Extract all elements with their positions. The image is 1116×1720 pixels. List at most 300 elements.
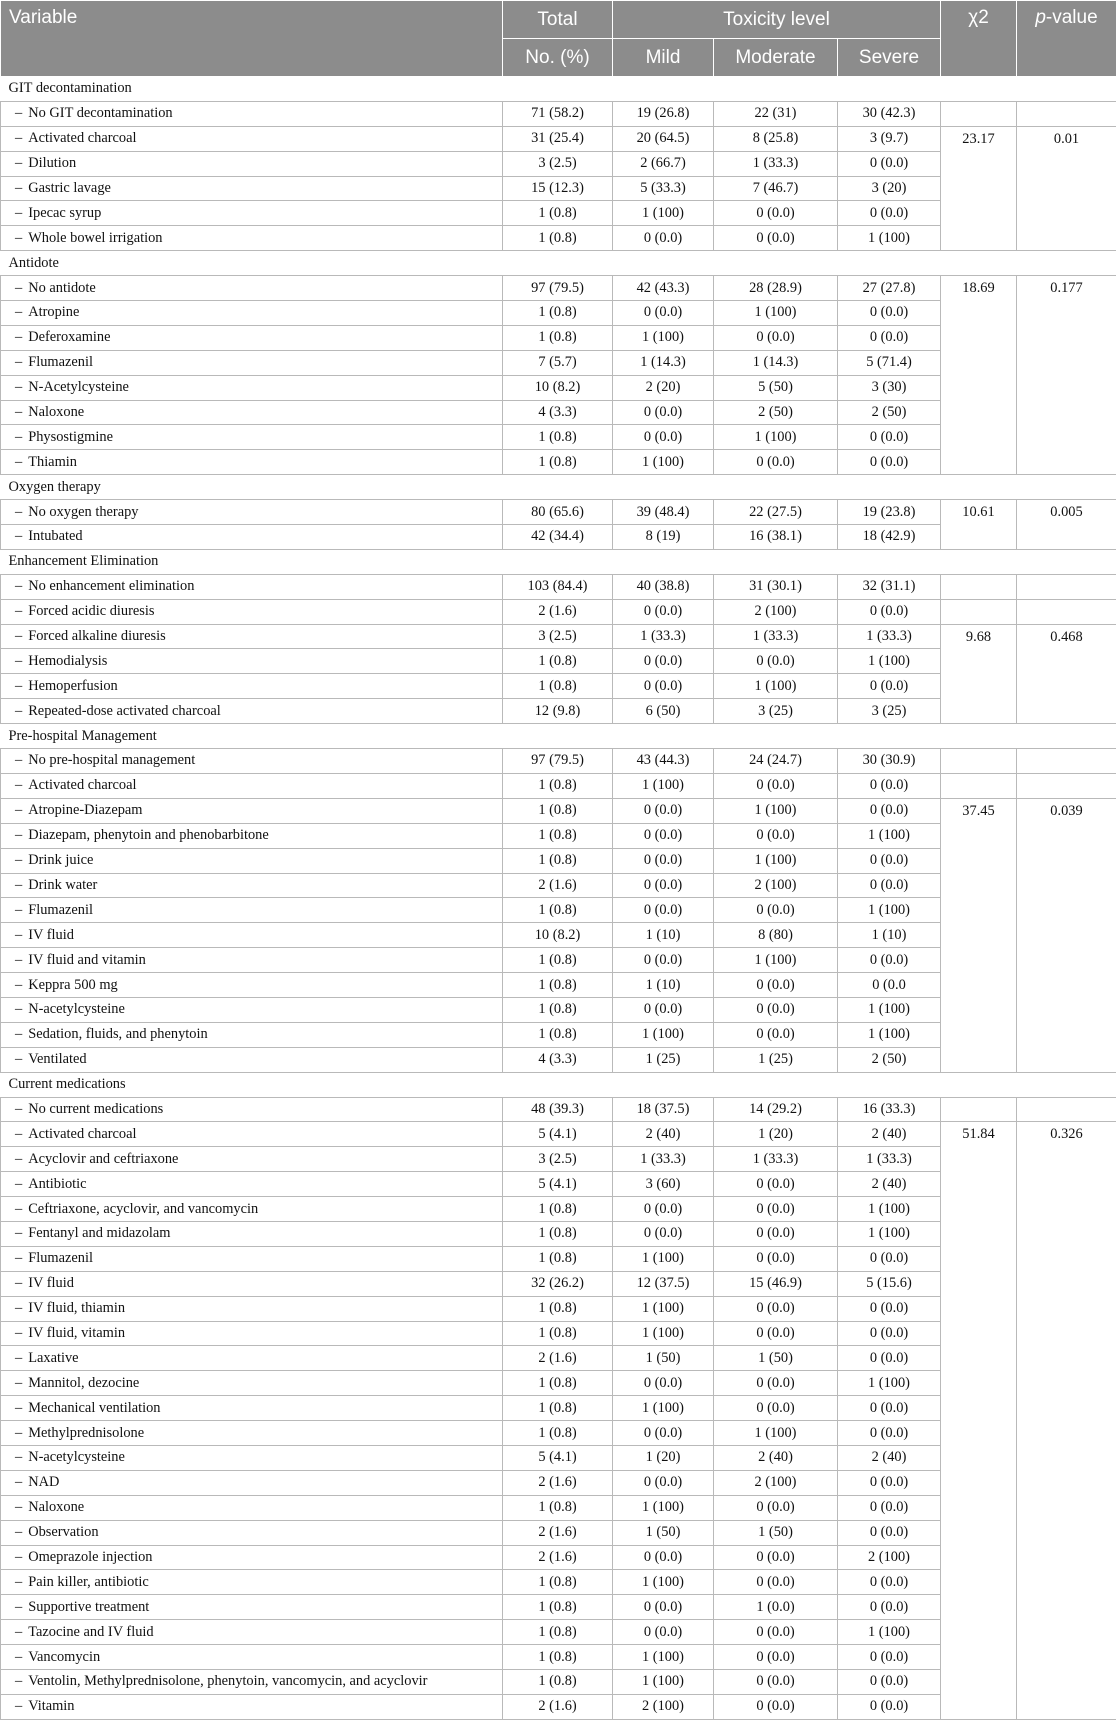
cell-total: 1 (0.8) — [503, 1645, 613, 1670]
cell-total: 1 (0.8) — [503, 201, 613, 226]
cell-mild: 1 (100) — [613, 1022, 714, 1047]
dash-marker: – — [15, 1698, 22, 1715]
cell-moderate: 1 (25) — [714, 1047, 838, 1072]
cell-moderate: 0 (0.0) — [714, 898, 838, 923]
cell-mild: 1 (100) — [613, 773, 714, 798]
cell-total: 31 (25.4) — [503, 126, 613, 151]
row-label-text: Ceftriaxone, acyclovir, and vancomycin — [28, 1201, 258, 1217]
cell-moderate: 15 (46.9) — [714, 1271, 838, 1296]
row-label-text: IV fluid and vitamin — [28, 952, 146, 968]
header-toxicity-level: Toxicity level — [613, 1, 941, 39]
header-chi2: χ2 — [941, 1, 1017, 77]
cell-total: 1 (0.8) — [503, 948, 613, 973]
cell-total: 2 (1.6) — [503, 599, 613, 624]
dash-marker: – — [15, 852, 22, 869]
cell-moderate: 0 (0.0) — [714, 1321, 838, 1346]
cell-moderate: 0 (0.0) — [714, 1022, 838, 1047]
dash-marker: – — [15, 1649, 22, 1666]
cell-severe: 1 (33.3) — [838, 1147, 941, 1172]
cell-mild: 0 (0.0) — [613, 1620, 714, 1645]
row-label-text: No enhancement elimination — [28, 578, 194, 594]
row-label-text: Keppra 500 mg — [28, 977, 118, 993]
cell-total: 1 (0.8) — [503, 1570, 613, 1595]
row-label — [1, 997, 503, 1022]
cell-moderate: 0 (0.0) — [714, 649, 838, 674]
dash-marker: – — [15, 927, 22, 944]
dash-marker: – — [15, 1275, 22, 1292]
dash-marker: – — [15, 1474, 22, 1491]
cell-mild: 1 (100) — [613, 1645, 714, 1670]
cell-severe: 1 (100) — [838, 1371, 941, 1396]
row-label — [1, 1421, 503, 1446]
cell-chi2-empty — [941, 101, 1017, 126]
row-label-text: Hemodialysis — [28, 653, 107, 669]
cell-mild: 1 (50) — [613, 1520, 714, 1545]
cell-moderate: 1 (100) — [714, 301, 838, 326]
cell-severe: 0 (0.0) — [838, 873, 941, 898]
row-label — [1, 1296, 503, 1321]
row-label-text: Tazocine and IV fluid — [28, 1624, 153, 1640]
cell-severe: 0 (0.0) — [838, 450, 941, 475]
cell-moderate: 0 (0.0) — [714, 1620, 838, 1645]
cell-moderate: 14 (29.2) — [714, 1097, 838, 1122]
dash-marker: – — [15, 1499, 22, 1516]
row-label — [1, 973, 503, 998]
cell-total: 1 (0.8) — [503, 1197, 613, 1222]
cell-total: 97 (79.5) — [503, 749, 613, 774]
cell-severe: 0 (0.0) — [838, 1694, 941, 1719]
cell-severe: 3 (30) — [838, 375, 941, 400]
cell-severe: 1 (100) — [838, 898, 941, 923]
section-title: Antidote — [1, 251, 1116, 276]
cell-total: 1 (0.8) — [503, 1022, 613, 1047]
cell-mild: 1 (20) — [613, 1445, 714, 1470]
cell-severe: 0 (0.0) — [838, 325, 941, 350]
cell-total: 1 (0.8) — [503, 1296, 613, 1321]
section-header-row — [1, 549, 1116, 574]
row-label — [1, 1520, 503, 1545]
cell-total: 3 (2.5) — [503, 1147, 613, 1172]
cell-moderate: 1 (100) — [714, 425, 838, 450]
row-label-text: Drink water — [28, 877, 97, 893]
cell-severe: 1 (100) — [838, 1620, 941, 1645]
dash-marker: – — [15, 777, 22, 794]
cell-total: 2 (1.6) — [503, 1470, 613, 1495]
section-header-row — [1, 1072, 1116, 1097]
cell-severe: 0 (0.0) — [838, 599, 941, 624]
cell-severe: 1 (33.3) — [838, 624, 941, 649]
cell-total: 80 (65.6) — [503, 500, 613, 525]
cell-total: 1 (0.8) — [503, 450, 613, 475]
dash-marker: – — [15, 902, 22, 919]
cell-total: 3 (2.5) — [503, 624, 613, 649]
row-label-text: Deferoxamine — [28, 329, 110, 345]
table-row — [1, 126, 1116, 151]
row-label-text: Atropine — [28, 304, 79, 320]
row-label-text: Intubated — [28, 528, 82, 544]
cell-mild: 1 (10) — [613, 923, 714, 948]
cell-severe: 1 (100) — [838, 1197, 941, 1222]
cell-severe: 0 (0.0) — [838, 1495, 941, 1520]
row-label — [1, 126, 503, 151]
row-label-text: Pain killer, antibiotic — [28, 1574, 149, 1590]
cell-total: 1 (0.8) — [503, 823, 613, 848]
row-label — [1, 1122, 503, 1147]
cell-p-empty — [1017, 599, 1116, 624]
cell-mild: 1 (100) — [613, 450, 714, 475]
dash-marker: – — [15, 1225, 22, 1242]
cell-moderate: 0 (0.0) — [714, 1694, 838, 1719]
section-header-row — [1, 251, 1116, 276]
row-label-text: N-Acetylcysteine — [28, 379, 129, 395]
cell-moderate: 0 (0.0) — [714, 973, 838, 998]
table-row — [1, 574, 1116, 599]
cell-total: 32 (26.2) — [503, 1271, 613, 1296]
dash-marker: – — [15, 603, 22, 620]
cell-moderate: 1 (20) — [714, 1122, 838, 1147]
cell-mild: 0 (0.0) — [613, 400, 714, 425]
header-moderate: Moderate — [714, 39, 838, 77]
cell-total: 3 (2.5) — [503, 151, 613, 176]
cell-severe: 30 (30.9) — [838, 749, 941, 774]
cell-total: 12 (9.8) — [503, 699, 613, 724]
row-label-text: Supportive treatment — [28, 1599, 149, 1615]
row-label-text: Forced alkaline diuresis — [28, 628, 165, 644]
cell-p-value: 0.177 — [1017, 276, 1116, 475]
row-label — [1, 1197, 503, 1222]
table-row — [1, 1097, 1116, 1122]
cell-severe: 0 (0.0) — [838, 948, 941, 973]
dash-marker: – — [15, 1673, 22, 1690]
row-label — [1, 1346, 503, 1371]
cell-chi2-empty — [941, 1097, 1017, 1122]
row-label-text: Naloxone — [28, 1499, 84, 1515]
cell-total: 10 (8.2) — [503, 923, 613, 948]
row-label — [1, 525, 503, 550]
cell-total: 1 (0.8) — [503, 848, 613, 873]
cell-severe: 30 (42.3) — [838, 101, 941, 126]
cell-severe: 18 (42.9) — [838, 525, 941, 550]
row-label-text: Activated charcoal — [28, 777, 136, 793]
row-label-text: Acyclovir and ceftriaxone — [28, 1151, 178, 1167]
cell-moderate: 0 (0.0) — [714, 997, 838, 1022]
cell-mild: 0 (0.0) — [613, 599, 714, 624]
row-label — [1, 624, 503, 649]
dash-marker: – — [15, 877, 22, 894]
section-title: Pre-hospital Management — [1, 724, 1116, 749]
dash-marker: – — [15, 205, 22, 222]
cell-severe: 2 (50) — [838, 400, 941, 425]
cell-moderate: 1 (33.3) — [714, 1147, 838, 1172]
cell-moderate: 0 (0.0) — [714, 1371, 838, 1396]
row-label — [1, 1147, 503, 1172]
cell-moderate: 1 (14.3) — [714, 350, 838, 375]
cell-chi2: 23.17 — [941, 126, 1017, 250]
cell-severe: 16 (33.3) — [838, 1097, 941, 1122]
cell-total: 7 (5.7) — [503, 350, 613, 375]
cell-severe: 3 (9.7) — [838, 126, 941, 151]
cell-moderate: 8 (25.8) — [714, 126, 838, 151]
cell-severe: 1 (100) — [838, 649, 941, 674]
cell-moderate: 2 (100) — [714, 599, 838, 624]
cell-total: 1 (0.8) — [503, 898, 613, 923]
dash-marker: – — [15, 1599, 22, 1616]
cell-moderate: 1 (0.0) — [714, 1595, 838, 1620]
row-label-text: Fentanyl and midazolam — [28, 1225, 170, 1241]
row-label-text: IV fluid, vitamin — [28, 1325, 125, 1341]
cell-mild: 5 (33.3) — [613, 176, 714, 201]
cell-mild: 1 (50) — [613, 1346, 714, 1371]
row-label — [1, 425, 503, 450]
row-label-text: Repeated-dose activated charcoal — [28, 703, 221, 719]
cell-mild: 8 (19) — [613, 525, 714, 550]
header-mild: Mild — [613, 39, 714, 77]
row-label — [1, 798, 503, 823]
cell-chi2-empty — [941, 749, 1017, 774]
cell-severe: 0 (0.0) — [838, 674, 941, 699]
cell-severe: 1 (100) — [838, 997, 941, 1022]
cell-chi2-empty — [941, 574, 1017, 599]
cell-total: 97 (79.5) — [503, 276, 613, 301]
section-header-row — [1, 77, 1116, 102]
cell-mild: 0 (0.0) — [613, 1221, 714, 1246]
row-label-text: Observation — [28, 1524, 98, 1540]
row-label — [1, 898, 503, 923]
cell-severe: 0 (0.0) — [838, 1421, 941, 1446]
table-row — [1, 276, 1116, 301]
cell-p-empty — [1017, 773, 1116, 798]
row-label-text: Ventilated — [28, 1051, 86, 1067]
section-title: Enhancement Elimination — [1, 549, 1116, 574]
row-label-text: Flumazenil — [28, 1250, 93, 1266]
cell-total: 5 (4.1) — [503, 1122, 613, 1147]
row-label-text: Ipecac syrup — [28, 205, 101, 221]
row-label — [1, 1470, 503, 1495]
table-body — [1, 77, 1116, 1720]
dash-marker: – — [15, 653, 22, 670]
dash-marker: – — [15, 578, 22, 595]
row-label-text: Gastric lavage — [28, 180, 111, 196]
cell-moderate: 0 (0.0) — [714, 1495, 838, 1520]
row-label — [1, 1321, 503, 1346]
row-label-text: IV fluid, thiamin — [28, 1300, 125, 1316]
cell-mild: 0 (0.0) — [613, 1197, 714, 1222]
row-label-text: Drink juice — [28, 852, 93, 868]
row-label-text: Thiamin — [28, 454, 77, 470]
dash-marker: – — [15, 1101, 22, 1118]
dash-marker: – — [15, 354, 22, 371]
dash-marker: – — [15, 977, 22, 994]
cell-total: 1 (0.8) — [503, 674, 613, 699]
cell-mild: 0 (0.0) — [613, 425, 714, 450]
cell-severe: 19 (23.8) — [838, 500, 941, 525]
cell-total: 2 (1.6) — [503, 1545, 613, 1570]
cell-moderate: 0 (0.0) — [714, 201, 838, 226]
cell-mild: 2 (100) — [613, 1694, 714, 1719]
cell-moderate: 0 (0.0) — [714, 1570, 838, 1595]
cell-total: 103 (84.4) — [503, 574, 613, 599]
cell-severe: 0 (0.0) — [838, 1520, 941, 1545]
cell-total: 1 (0.8) — [503, 1670, 613, 1695]
row-label-text: Vitamin — [28, 1698, 74, 1714]
row-label — [1, 176, 503, 201]
cell-total: 71 (58.2) — [503, 101, 613, 126]
dash-marker: – — [15, 1350, 22, 1367]
row-label — [1, 823, 503, 848]
cell-moderate: 0 (0.0) — [714, 1545, 838, 1570]
cell-severe: 5 (71.4) — [838, 350, 941, 375]
cell-severe: 0 (0.0) — [838, 773, 941, 798]
row-label — [1, 276, 503, 301]
dash-marker: – — [15, 528, 22, 545]
header-no-pct: No. (%) — [503, 39, 613, 77]
cell-total: 5 (4.1) — [503, 1445, 613, 1470]
row-label — [1, 749, 503, 774]
row-label — [1, 500, 503, 525]
row-label-text: Physostigmine — [28, 429, 113, 445]
cell-mild: 3 (60) — [613, 1172, 714, 1197]
cell-severe: 3 (25) — [838, 699, 941, 724]
cell-mild: 0 (0.0) — [613, 798, 714, 823]
cell-p-value: 0.326 — [1017, 1122, 1116, 1719]
cell-mild: 1 (100) — [613, 1321, 714, 1346]
row-label — [1, 1670, 503, 1695]
row-label — [1, 151, 503, 176]
row-label — [1, 350, 503, 375]
cell-p-empty — [1017, 101, 1116, 126]
dash-marker: – — [15, 1001, 22, 1018]
row-label-text: Activated charcoal — [28, 1126, 136, 1142]
cell-moderate: 0 (0.0) — [714, 1221, 838, 1246]
row-label-text: Activated charcoal — [28, 130, 136, 146]
cell-mild: 1 (100) — [613, 201, 714, 226]
row-label-text: IV fluid — [28, 927, 74, 943]
cell-severe: 3 (20) — [838, 176, 941, 201]
cell-mild: 42 (43.3) — [613, 276, 714, 301]
row-label — [1, 649, 503, 674]
dash-marker: – — [15, 703, 22, 720]
row-label — [1, 1495, 503, 1520]
cell-total: 1 (0.8) — [503, 1495, 613, 1520]
cell-mild: 2 (20) — [613, 375, 714, 400]
cell-mild: 1 (100) — [613, 1670, 714, 1695]
cell-severe: 0 (0.0) — [838, 1346, 941, 1371]
section-title: GIT decontamination — [1, 77, 1116, 102]
cell-mild: 0 (0.0) — [613, 226, 714, 251]
row-label-text: Omeprazole injection — [28, 1549, 152, 1565]
dash-marker: – — [15, 1549, 22, 1566]
cell-total: 1 (0.8) — [503, 773, 613, 798]
row-label-text: No current medications — [28, 1101, 163, 1117]
cell-mild: 19 (26.8) — [613, 101, 714, 126]
dash-marker: – — [15, 1325, 22, 1342]
cell-mild: 1 (33.3) — [613, 1147, 714, 1172]
cell-moderate: 0 (0.0) — [714, 1645, 838, 1670]
row-label — [1, 1545, 503, 1570]
row-label — [1, 599, 503, 624]
cell-mild: 0 (0.0) — [613, 301, 714, 326]
cell-mild: 1 (100) — [613, 1246, 714, 1271]
cell-moderate: 2 (40) — [714, 1445, 838, 1470]
cell-severe: 0 (0.0) — [838, 798, 941, 823]
cell-mild: 0 (0.0) — [613, 997, 714, 1022]
cell-moderate: 2 (50) — [714, 400, 838, 425]
cell-moderate: 0 (0.0) — [714, 1172, 838, 1197]
table-row — [1, 1122, 1116, 1147]
row-label-text: NAD — [28, 1474, 59, 1490]
cell-severe: 0 (0.0) — [838, 1645, 941, 1670]
header-total: Total — [503, 1, 613, 39]
dash-marker: – — [15, 130, 22, 147]
row-label — [1, 1047, 503, 1072]
row-label — [1, 1097, 503, 1122]
cell-severe: 0 (0.0) — [838, 1246, 941, 1271]
cell-moderate: 24 (24.7) — [714, 749, 838, 774]
row-label — [1, 773, 503, 798]
cell-severe: 0 (0.0) — [838, 301, 941, 326]
cell-total: 1 (0.8) — [503, 1246, 613, 1271]
cell-severe: 2 (40) — [838, 1445, 941, 1470]
cell-moderate: 0 (0.0) — [714, 1246, 838, 1271]
row-label — [1, 1620, 503, 1645]
dash-marker: – — [15, 1400, 22, 1417]
dash-marker: – — [15, 230, 22, 247]
cell-severe: 1 (10) — [838, 923, 941, 948]
cell-severe: 1 (100) — [838, 823, 941, 848]
dash-marker: – — [15, 1449, 22, 1466]
dash-marker: – — [15, 429, 22, 446]
cell-mild: 0 (0.0) — [613, 1595, 714, 1620]
cell-severe: 0 (0.0) — [838, 151, 941, 176]
cell-chi2: 9.68 — [941, 624, 1017, 724]
dash-marker: – — [15, 1176, 22, 1193]
cell-severe: 0 (0.0) — [838, 1321, 941, 1346]
cell-moderate: 7 (46.7) — [714, 176, 838, 201]
cell-p-empty — [1017, 749, 1116, 774]
cell-chi2: 10.61 — [941, 500, 1017, 550]
row-label — [1, 450, 503, 475]
row-label-text: Flumazenil — [28, 902, 93, 918]
row-label — [1, 1645, 503, 1670]
dash-marker: – — [15, 678, 22, 695]
table-row — [1, 773, 1116, 798]
cell-moderate: 22 (27.5) — [714, 500, 838, 525]
cell-total: 5 (4.1) — [503, 1172, 613, 1197]
section-header-row — [1, 475, 1116, 500]
row-label-text: Whole bowel irrigation — [28, 230, 162, 246]
dash-marker: – — [15, 304, 22, 321]
row-label-text: Flumazenil — [28, 354, 93, 370]
cell-severe: 1 (100) — [838, 1221, 941, 1246]
cell-mild: 43 (44.3) — [613, 749, 714, 774]
cell-chi2: 37.45 — [941, 798, 1017, 1072]
cell-mild: 1 (10) — [613, 973, 714, 998]
row-label-text: Vancomycin — [28, 1649, 100, 1665]
cell-severe: 32 (31.1) — [838, 574, 941, 599]
dash-marker: – — [15, 1126, 22, 1143]
cell-mild: 0 (0.0) — [613, 898, 714, 923]
cell-severe: 2 (50) — [838, 1047, 941, 1072]
cell-chi2: 51.84 — [941, 1122, 1017, 1719]
cell-total: 1 (0.8) — [503, 649, 613, 674]
table-row — [1, 749, 1116, 774]
header-variable: Variable — [1, 1, 503, 77]
cell-severe: 1 (100) — [838, 1022, 941, 1047]
dash-marker: – — [15, 454, 22, 471]
cell-mild: 6 (50) — [613, 699, 714, 724]
row-label — [1, 1371, 503, 1396]
cell-mild: 0 (0.0) — [613, 1470, 714, 1495]
